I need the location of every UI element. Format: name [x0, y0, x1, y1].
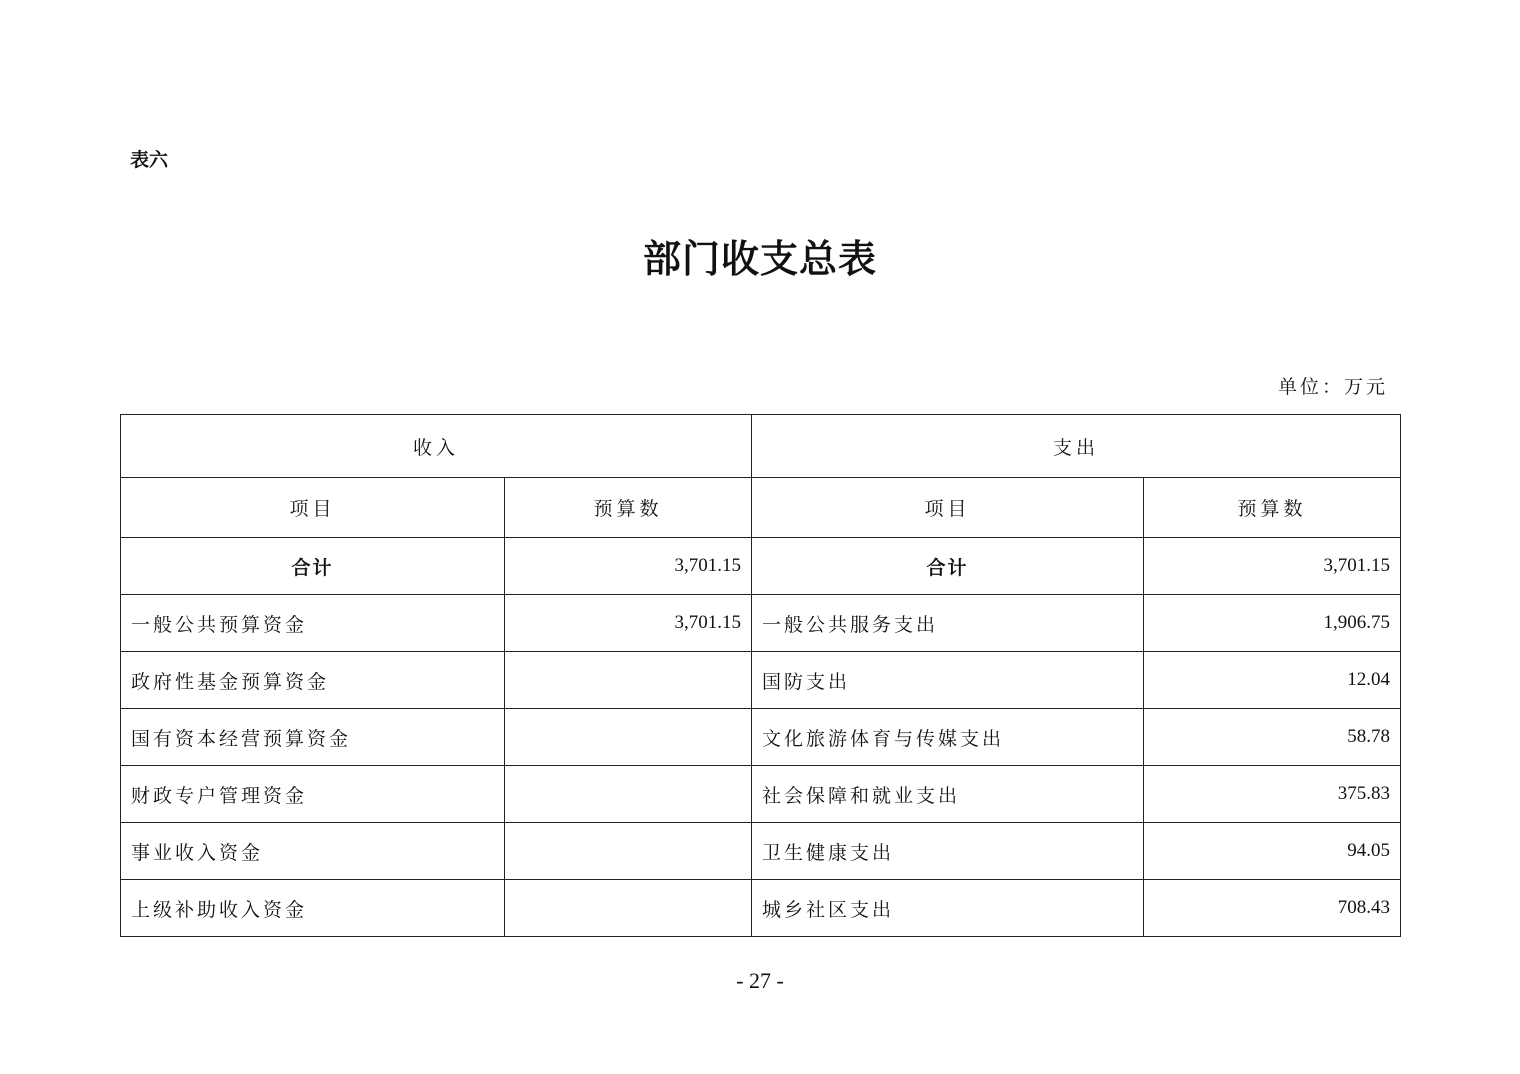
expense-total-label: 合计	[752, 538, 1144, 595]
expense-group-header: 支出	[752, 415, 1401, 478]
group-header-row	[121, 415, 1401, 478]
income-item: 上级补助收入资金	[121, 880, 505, 937]
page-title: 部门收支总表	[642, 236, 877, 281]
expense-item: 城乡社区支出	[752, 880, 1144, 937]
expense-item: 卫生健康支出	[752, 823, 1144, 880]
total-row	[121, 538, 1401, 595]
income-item: 国有资本经营预算资金	[121, 709, 505, 766]
income-value	[505, 823, 752, 880]
table-label: 表六	[130, 149, 169, 171]
income-item-header: 项目	[121, 478, 505, 538]
table-row	[121, 766, 1401, 823]
expense-total-value: 3,701.15	[1144, 538, 1401, 595]
income-item: 事业收入资金	[121, 823, 505, 880]
expense-item: 国防支出	[752, 652, 1144, 709]
income-value	[505, 766, 752, 823]
expense-value: 12.04	[1144, 652, 1401, 709]
table-row	[121, 823, 1401, 880]
income-value: 3,701.15	[505, 595, 752, 652]
income-group-header: 收入	[121, 415, 752, 478]
income-total-label: 合计	[121, 538, 505, 595]
expense-value: 375.83	[1144, 766, 1401, 823]
budget-table	[120, 414, 1401, 937]
expense-item: 文化旅游体育与传媒支出	[752, 709, 1144, 766]
table-row	[121, 595, 1401, 652]
income-value	[505, 652, 752, 709]
unit-label: 单位：万元	[1277, 376, 1388, 398]
expense-value: 1,906.75	[1144, 595, 1401, 652]
expense-value: 58.78	[1144, 709, 1401, 766]
table-row	[121, 652, 1401, 709]
income-item: 一般公共预算资金	[121, 595, 505, 652]
income-total-value: 3,701.15	[505, 538, 752, 595]
table-row	[121, 880, 1401, 937]
expense-item: 社会保障和就业支出	[752, 766, 1144, 823]
income-value	[505, 880, 752, 937]
expense-item: 一般公共服务支出	[752, 595, 1144, 652]
income-budget-header: 预算数	[505, 478, 752, 538]
column-header-row	[121, 478, 1401, 538]
page-number: - 27 -	[736, 968, 784, 993]
income-value	[505, 709, 752, 766]
income-item: 财政专户管理资金	[121, 766, 505, 823]
income-item: 政府性基金预算资金	[121, 652, 505, 709]
expense-value: 708.43	[1144, 880, 1401, 937]
expense-item-header: 项目	[752, 478, 1144, 538]
expense-budget-header: 预算数	[1144, 478, 1401, 538]
expense-value: 94.05	[1144, 823, 1401, 880]
table-row	[121, 709, 1401, 766]
